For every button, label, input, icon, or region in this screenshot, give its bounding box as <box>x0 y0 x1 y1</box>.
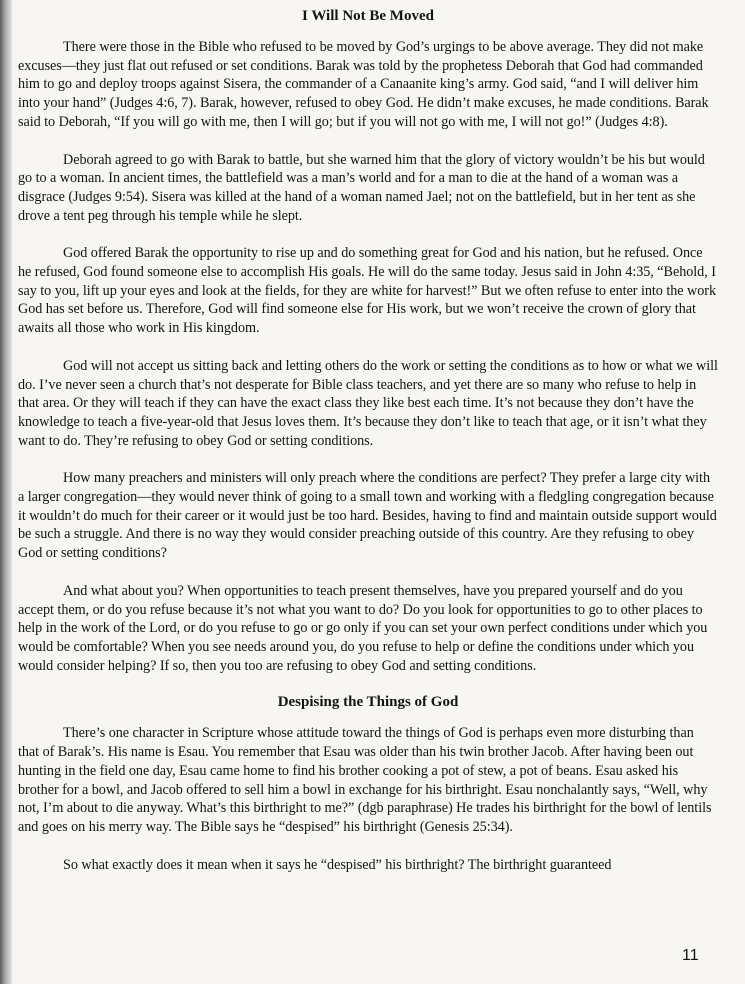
paragraph-preachers-conditions: How many preachers and ministers will only preach where the conditions are perfect? They prefer a large city with a larger congregation—they would never think of going to a small town and working with a fledgling congregation because it wouldn’t do much for their career or it would just be too hard. Besides, having to find and maintain outside support would be such a struggle. And there is no way they would consider preaching outside of this country. Are they refusing to obey God or setting conditions? <box>18 470 717 562</box>
paragraph-barak-refused: There were those in the Bible who refused to be moved by God’s urgings to be above average. They did not make excuses—they just flat out refused or set conditions. Barak was told by the prophetess Deborah that God had commanded him to go and deploy troops against Sisera, the commander of a Canaanite king’s army. God said, “and I will deliver him into your hand” (Judges 4:6, 7). Barak, however, refused to obey God. He didn’t make excuses, he made conditions. Barak said to Deborah, “If you will go with me, then I will go; but if you will not go with me, I will not go!” (Judges 4:8). <box>18 39 709 130</box>
binding-shadow <box>0 0 12 984</box>
page-number: 11 <box>682 947 699 964</box>
paragraph-deborah-agreed: Deborah agreed to go with Barak to battle, but she warned him that the glory of victory wouldn’t be his but would go to a woman. In ancient times, the battlefield was a man’s world and for a man to die at the hand of a woman was a disgrace (Judges 9:54). Sisera was killed at the hand of a woman named Jael; not on the battlefield, but in her tent as she drove a tent peg through his temple while he slept. <box>18 151 705 224</box>
heading-i-will-not-be-moved: I Will Not Be Moved <box>302 8 434 24</box>
paragraph-despised-birthright: So what exactly does it mean when it says he “despised” his birthright? The birthright guaranteed <box>63 856 612 873</box>
document-page <box>18 8 718 893</box>
paragraph-what-about-you: And what about you? When opportunities to teach present themselves, have you prepared yourself and do you accept them, or do you refuse because it’s not what you want to do? Do you look for opportunities to go to other places to help in the work of the Lord, or do you refuse to go or go only if you can set your own perfect conditions under which you would be comfortable? When you see needs around you, do you refuse to help or define the conditions under which you would consider helping? If so, then you too are refusing to obey God and setting conditions. <box>18 582 708 674</box>
heading-despising-the-things-of-god: Despising the Things of God <box>277 694 459 711</box>
paragraph-esau-birthright: There’s one character in Scripture whose attitude toward the things of God is perhaps even more disturbing than that of Barak’s. His name is Esau. You remember that Esau was older than his twin brother Jacob. After having been out hunting in the field one day, Esau came home to find his brother cooking a pot of stew, a pot of beans. Esau asked his brother for a bowl, and Jacob offered to sell him a bowl in exchange for his birthright. Esau nonchalantly says, “Well, why not, I’m about to die anyway. What’s this birthright to me?” (dgb paraphrase) He trades his birthright for the bowl of lentils and goes on his merry way. The Bible says he “despised” his birthright (Genesis 25:34). <box>18 725 712 835</box>
paragraph-bible-class-teachers: God will not accept us sitting back and letting others do the work or setting the conditions as to how or what we will do. I’ve never seen a church that’s not desperate for Bible class teachers, and yet there are so many who refuse to help in that area. Or they will teach if they can have the exact class they like best each time. It’s not because they don’t have the knowledge to teach a five-year-old that Jesus loves them. It’s because they don’t like to teach that age, or it isn’t what they want to do. They’re refusing to obey God or setting conditions. <box>18 357 718 449</box>
paragraph-god-offered-barak: God offered Barak the opportunity to rise up and do something great for God and his nation, but he refused. Once he refused, God found someone else to accomplish His goals. He will do the same today. Jesus said in John 4:35, “Behold, I say to you, lift up your eyes and look at the fields, for they are white for harvest!” But we often refuse to enter into the work God has set before us. Therefore, God will find someone else for His work, but we won’t receive the crown of glory that awaits all those who work in His kingdom. <box>18 245 716 337</box>
